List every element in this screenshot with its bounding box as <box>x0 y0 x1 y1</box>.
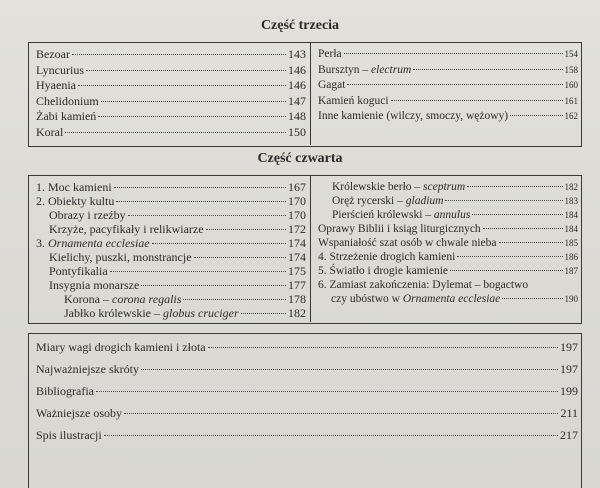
leader-dots <box>194 257 286 258</box>
toc-page-number: 178 <box>288 292 306 306</box>
toc-page-number: 217 <box>560 428 578 442</box>
toc-entry <box>318 47 578 61</box>
toc-page-number: 146 <box>288 78 306 92</box>
toc-page-number: 211 <box>560 406 578 420</box>
toc-entry <box>318 236 578 250</box>
toc-entry-label: Oręż rycerski – gladium <box>332 195 444 207</box>
toc-entry <box>36 94 306 108</box>
toc-entry-label: Pierścień królewski – annulus <box>332 209 471 221</box>
toc-entry-label: Żabi kamień <box>36 109 97 123</box>
toc-entry <box>36 63 306 77</box>
toc-entry-label: Oprawy Biblii i ksiąg liturgicznych <box>318 223 481 235</box>
leader-dots <box>110 271 286 272</box>
toc-entry <box>332 208 578 222</box>
toc-entry <box>318 63 578 77</box>
toc-page-number: 172 <box>288 222 306 236</box>
toc-entry <box>318 222 578 236</box>
part4-column-divider <box>310 175 311 322</box>
toc-entry <box>332 194 578 208</box>
toc-entry <box>331 292 578 306</box>
toc-entry <box>318 250 578 264</box>
leader-dots <box>78 85 286 86</box>
toc-entry-label: czy ubóstwo w Ornamenta ecclesiae <box>331 293 501 305</box>
leader-dots <box>413 69 562 70</box>
toc-entry <box>318 78 578 92</box>
toc-entry <box>64 292 306 306</box>
toc-entry-label: Kielichy, puszki, monstrancje <box>49 250 192 264</box>
toc-entry-label: Insygnia monarsze <box>49 278 140 292</box>
toc-page-number: 184 <box>564 210 578 220</box>
toc-page-number: 143 <box>288 47 306 61</box>
leader-dots <box>141 285 286 286</box>
leader-dots <box>472 214 562 215</box>
toc-entry-label: Krzyże, pacyfikały i relikwiarze <box>49 222 204 236</box>
toc-entry <box>36 78 306 92</box>
toc-page-number: 187 <box>564 266 578 276</box>
leader-dots <box>124 413 558 414</box>
toc-entry-label: 6. Zamiast zakończenia: Dylemat – bogactwo <box>318 279 529 291</box>
toc-page-number: 190 <box>564 294 578 304</box>
toc-page-number: 170 <box>288 208 306 222</box>
toc-page-number: 197 <box>560 340 578 354</box>
toc-entry <box>49 250 306 264</box>
toc-page-number: 184 <box>564 224 578 234</box>
toc-entry-label: Bezoar <box>36 47 70 61</box>
toc-entry-label: Koral <box>36 124 64 139</box>
toc-page-number: 197 <box>560 362 578 376</box>
toc-entry-label: Wspaniałość szat osób w chwale nieba <box>318 237 497 249</box>
toc-entry-label: Perła <box>318 48 342 60</box>
toc-page-number: 186 <box>564 252 578 262</box>
leader-dots <box>347 84 562 85</box>
toc-entry <box>49 222 306 236</box>
part3-column-divider <box>310 42 311 145</box>
leader-dots <box>96 391 558 392</box>
toc-page-number: 146 <box>288 62 306 77</box>
toc-page-number: 158 <box>564 64 578 75</box>
toc-entry <box>49 208 306 222</box>
toc-entry <box>332 180 578 194</box>
toc-page-number: 160 <box>564 80 578 90</box>
leader-dots <box>208 347 558 348</box>
leader-dots <box>86 70 286 71</box>
toc-entry <box>36 340 578 354</box>
part4-title: Część czwarta <box>257 151 343 166</box>
toc-entry-label: 5. Światło i drogie kamienie <box>318 265 448 277</box>
toc-entry <box>36 406 578 420</box>
toc-entry <box>36 109 306 123</box>
toc-page-number: 175 <box>288 264 306 278</box>
toc-page-number: 154 <box>564 49 578 59</box>
toc-entry-label: 4. Strzeżenie drogich kamieni <box>318 251 456 263</box>
leader-dots <box>499 242 563 243</box>
toc-page-number: 161 <box>564 95 578 106</box>
toc-entry-label: Gagat <box>318 79 346 91</box>
toc-entry-label: Miary wagi drogich kamieni i złota <box>36 340 206 354</box>
toc-entry-label: Lyncurius <box>36 62 84 77</box>
toc-entry <box>36 384 578 398</box>
leader-dots <box>104 435 558 436</box>
leader-dots <box>128 215 286 216</box>
toc-page-number: 148 <box>288 109 306 123</box>
toc-entry-label: Najważniejsze skróty <box>36 362 139 376</box>
toc-page-number: 182 <box>564 182 578 192</box>
toc-entry-label: Ważniejsze osoby <box>36 406 123 420</box>
leader-dots <box>116 201 286 202</box>
toc-entry-label: Hyaenia <box>36 78 76 92</box>
leader-dots <box>445 200 562 201</box>
toc-page-number: 170 <box>288 194 306 208</box>
leader-dots <box>98 116 286 117</box>
toc-entry-label: Spis ilustracji <box>36 428 102 442</box>
toc-page-number: 174 <box>288 236 306 250</box>
toc-entry-label: Jabłko królewskie – globus cruciger <box>64 306 239 320</box>
toc-entry <box>36 194 306 208</box>
toc-entry-label: Chelidonium <box>36 93 99 108</box>
toc-page-number: 162 <box>564 111 578 121</box>
toc-entry <box>49 264 306 278</box>
leader-dots <box>183 299 286 300</box>
toc-entry-label: Korona – corona regalis <box>64 292 182 306</box>
toc-entry-label: Królewskie berło – sceptrum <box>332 181 466 193</box>
toc-entry <box>36 428 578 442</box>
leader-dots <box>502 298 562 299</box>
toc-entry <box>49 278 306 292</box>
leader-dots <box>141 369 558 370</box>
leader-dots <box>391 100 563 101</box>
toc-entry-label: 2. Obiekty kultu <box>36 194 115 208</box>
toc-entry <box>64 306 306 320</box>
toc-entry <box>36 47 306 61</box>
leader-dots <box>152 243 286 244</box>
leader-dots <box>114 187 286 188</box>
part3-title: Część trzecia <box>260 18 340 33</box>
leader-dots <box>510 115 562 116</box>
toc-page-number: 167 <box>288 180 306 194</box>
toc-entry <box>36 125 306 139</box>
leader-dots <box>450 270 563 271</box>
toc-entry <box>318 109 578 123</box>
toc-page-number: 185 <box>564 238 578 248</box>
toc-entry-label: Obrazy i rzeźby <box>49 208 126 222</box>
leader-dots <box>344 53 563 54</box>
leader-dots <box>457 256 562 257</box>
toc-entry-label: 1. Moc kamieni <box>36 180 112 194</box>
toc-entry <box>318 278 578 292</box>
toc-entry <box>318 94 578 108</box>
toc-entry-label: Inne kamienie (wilczy, smoczy, wężowy) <box>318 110 509 122</box>
leader-dots <box>241 313 286 314</box>
toc-page-number: 177 <box>288 278 306 292</box>
toc-page-number: 174 <box>288 250 306 264</box>
leader-dots <box>483 228 563 229</box>
leader-dots <box>467 186 562 187</box>
toc-entry-label: Bursztyn – electrum <box>318 63 412 76</box>
leader-dots <box>101 101 286 102</box>
toc-page-number: 199 <box>560 384 578 398</box>
leader-dots <box>65 132 286 133</box>
toc-page-number: 182 <box>288 306 306 320</box>
toc-page-number: 150 <box>288 124 306 139</box>
leader-dots <box>206 229 286 230</box>
toc-entry <box>36 236 306 250</box>
toc-entry-label: Bibliografia <box>36 384 94 398</box>
toc-page-number: 183 <box>564 196 578 206</box>
toc-entry <box>36 362 578 376</box>
leader-dots <box>72 54 286 55</box>
toc-entry-label: Pontyfikalia <box>49 264 108 278</box>
toc-entry <box>318 264 578 278</box>
toc-entry-label: 3. Ornamenta ecclesiae <box>36 236 150 250</box>
toc-entry-label: Kamień koguci <box>318 94 389 107</box>
toc-entry <box>36 180 306 194</box>
toc-page-number: 147 <box>288 93 306 108</box>
